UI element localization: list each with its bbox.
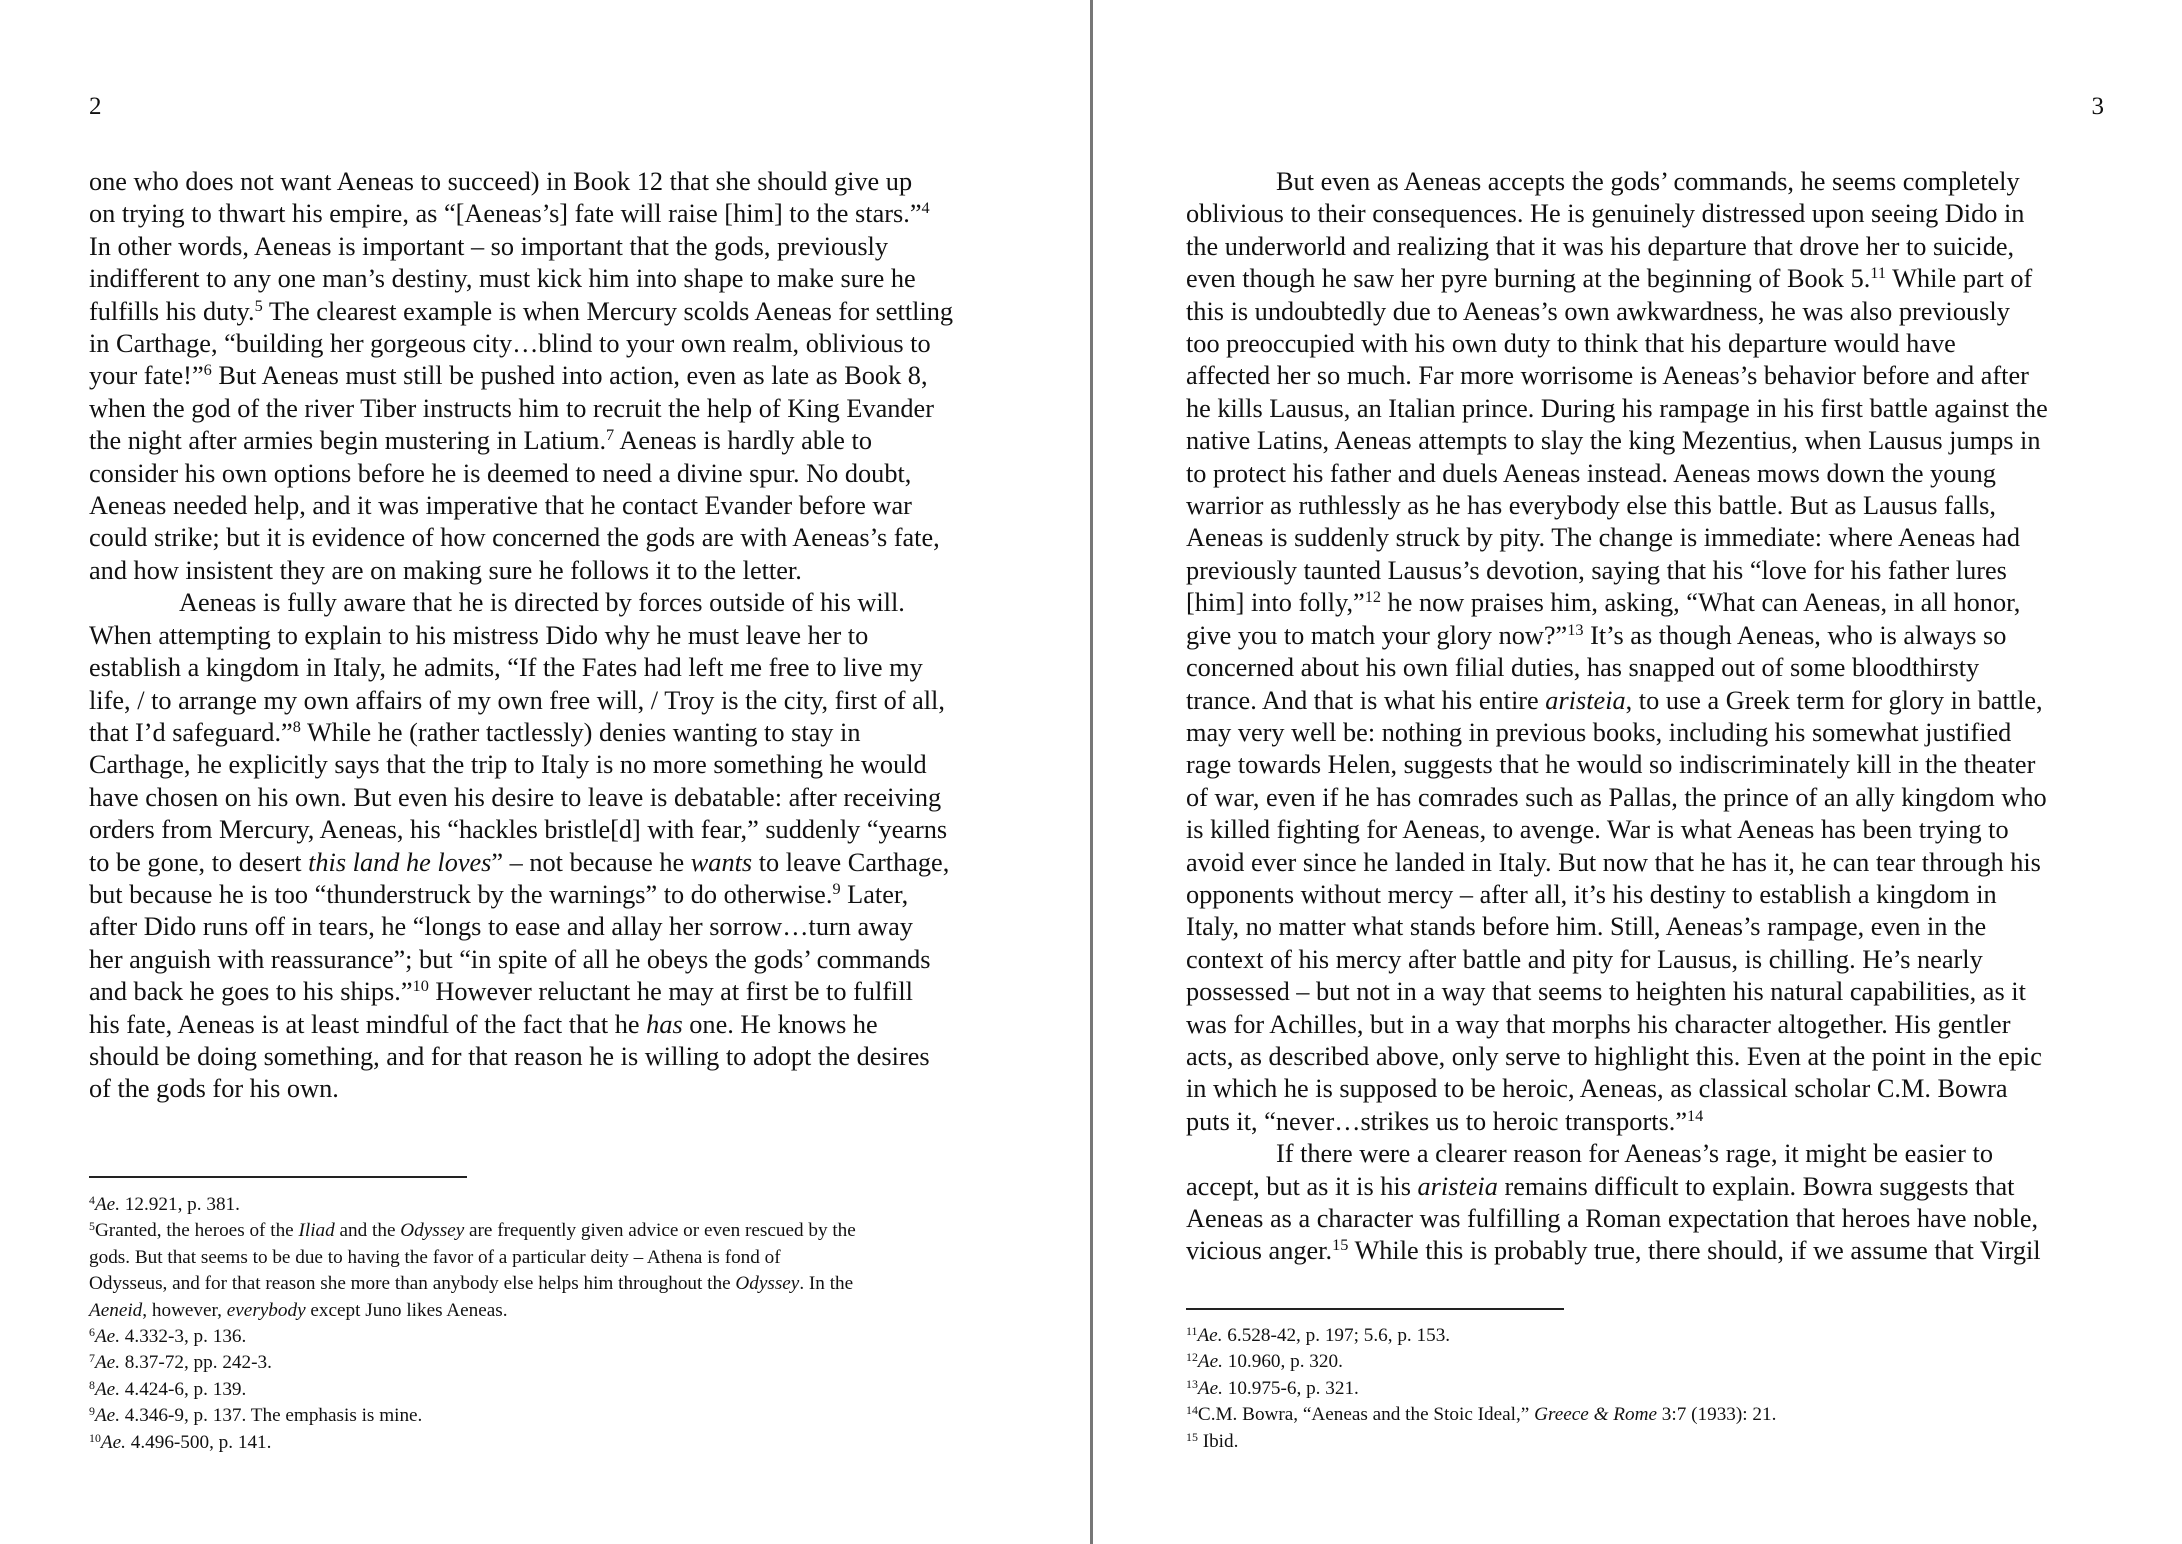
text-line (89, 425, 1007, 457)
text-line (89, 587, 1007, 619)
text-line (1186, 944, 2118, 976)
text-line (89, 231, 1007, 263)
text-line (89, 555, 1007, 587)
text-line (89, 1009, 1007, 1041)
text-run: , however, (142, 1299, 227, 1321)
footnote-reference: 13 (1567, 619, 1584, 639)
footnote-line (89, 1218, 1069, 1244)
footnote-reference: 5 (89, 1219, 95, 1234)
text-line (89, 393, 1007, 425)
italic-text: Ae. (1197, 1351, 1223, 1373)
text-run: Aeneas needed help, and it was imperative that he contact Evander before war (89, 491, 912, 521)
footnote-reference: 7 (606, 425, 615, 445)
text-run: is killed fighting for Aeneas, to avenge. War is what Aeneas has been trying to (1186, 815, 2009, 845)
text-run: Aeneas is suddenly struck by pity. The change is immediate: where Aeneas had (1186, 523, 2020, 553)
text-line (89, 717, 1007, 749)
page-number-right: 3 (2091, 93, 2104, 120)
text-run: even though he saw her pyre burning at the beginning of Book 5. (1186, 264, 1871, 294)
text-run: to be gone, to desert (89, 847, 309, 877)
text-run: native Latins, Aeneas attempts to slay the king Mezentius, when Lausus jumps in (1186, 426, 2041, 456)
text-run: 10.975-6, p. 321. (1222, 1377, 1359, 1399)
text-line (1186, 231, 2118, 263)
text-run: previously taunted Lausus’s devotion, saying that his “love for his father lures (1186, 555, 2007, 585)
text-run: 4.346-9, p. 137. The emphasis is mine. (120, 1405, 423, 1427)
footnote-reference: 9 (89, 1404, 95, 1419)
italic-text: Aeneid (89, 1299, 143, 1321)
text-line (89, 263, 1007, 295)
text-line (1186, 1009, 2118, 1041)
italic-text: Odyssey (735, 1273, 800, 1295)
text-run: acts, as described above, only serve to highlight this. Even at the point in the epic (1186, 1041, 2042, 1071)
text-run: While he (rather tactlessly) denies wanting to stay in (300, 717, 861, 747)
text-line (1186, 1171, 2118, 1203)
text-line (1186, 847, 2118, 879)
italic-text: Ae. (94, 1326, 120, 1348)
text-run: 3:7 (1933): 21. (1657, 1404, 1777, 1426)
text-run: accept, but as it is his (1186, 1171, 1418, 1201)
text-line (89, 944, 1007, 976)
text-run: C.M. Bowra, “Aeneas and the Stoic Ideal,” (1197, 1404, 1535, 1426)
text-run: except Juno likes Aeneas. (305, 1299, 508, 1321)
text-line (89, 847, 1007, 879)
text-run: possessed – but not in a way that seems to heighten his natural capabilities, as it (1186, 977, 2026, 1007)
text-line (1186, 360, 2118, 392)
text-run: in Carthage, “building her gorgeous city…blind to your own realm, oblivious to (89, 329, 931, 359)
footnotes-left (89, 1192, 1069, 1456)
text-run: of the gods for his own. (89, 1074, 339, 1104)
text-run: her anguish with reassurance”; but “in spite of all he obeys the gods’ commands (89, 944, 931, 974)
text-line (89, 879, 1007, 911)
text-run: Italy, no matter what stands before him. Still, Aeneas’s rampage, even in the (1186, 912, 1987, 942)
footnote-line (89, 1403, 1069, 1429)
text-run: , to use a Greek term for glory in battle, (1625, 685, 2043, 715)
text-run: Aeneas as a character was fulfilling a Roman expectation that heroes have noble, (1186, 1204, 2039, 1233)
text-run: gods. But that seems to be due to having the favor of a particular deity – Athena is fond of (89, 1246, 781, 1268)
text-run: However reluctant he may at first be to fulfill (428, 977, 913, 1007)
text-line (1186, 879, 2118, 911)
text-run: [him] into folly,” (1186, 588, 1365, 618)
footnotes-right (1186, 1323, 2146, 1455)
text-run: in which he is supposed to be heroic, Aeneas, as classical scholar C.M. Bowra (1186, 1074, 2008, 1104)
text-run: your fate!” (89, 361, 204, 391)
text-run: could strike; but it is evidence of how concerned the gods are with Aeneas’s fate, (89, 523, 940, 553)
footnote-line (1186, 1402, 2146, 1428)
text-run: Odysseus, and for that reason she more than anybody else helps him throughout the (89, 1273, 736, 1295)
text-run: Granted, the heroes of the (94, 1220, 299, 1242)
text-run: he now praises him, asking, “What can Aeneas, in all honor, (1380, 588, 2021, 618)
text-line (1186, 166, 2118, 198)
footnote-reference: 12 (1186, 1350, 1198, 1365)
text-line (1186, 458, 2118, 490)
text-run: and back he goes to his ships.” (89, 977, 413, 1007)
text-run: orders from Mercury, Aeneas, his “hackles bristle[d] with fear,” suddenly “yearns (89, 815, 948, 845)
text-line (1186, 198, 2118, 230)
text-line (1186, 976, 2118, 1008)
text-run: this is undoubtedly due to Aeneas’s own awkwardness, he was also previously (1186, 296, 2010, 326)
text-run: 4.332-3, p. 136. (120, 1326, 247, 1348)
italic-text: Ae. (94, 1405, 120, 1427)
text-run: give you to match your glory now?” (1186, 620, 1568, 650)
text-run: life, / to arrange my own affairs of my own free will, / Troy is the city, first of all, (89, 685, 945, 715)
text-run: that I’d safeguard.” (89, 717, 293, 747)
footnote-reference: 15 (1186, 1429, 1198, 1444)
text-line (1186, 652, 2118, 684)
text-run: but because he is too “thunderstruck by the warnings” to do otherwise. (89, 879, 833, 909)
italic-text: has (646, 1009, 683, 1039)
text-line (89, 652, 1007, 684)
italic-text: wants (690, 847, 753, 877)
text-run: vicious anger. (1186, 1236, 1333, 1266)
page-number-left: 2 (89, 93, 102, 120)
text-run: the night after armies begin mustering in Latium. (89, 426, 607, 456)
text-line (1186, 782, 2118, 814)
text-line (89, 296, 1007, 328)
text-run: Later, (840, 879, 909, 909)
text-line (1186, 490, 2118, 522)
footnote-reference: 6 (203, 360, 212, 380)
italic-text: aristeia (1545, 685, 1626, 715)
text-run: establish a kingdom in Italy, he admits, “If the Fates had left me free to live my (89, 653, 923, 683)
text-run: and how insistent they are on making sure he follows it to the letter. (89, 555, 802, 585)
text-run: too preoccupied with his own duty to think that his departure would have (1186, 329, 1956, 359)
text-line (1186, 814, 2118, 846)
text-run: one. He knows he (682, 1009, 878, 1039)
text-line (1186, 555, 2118, 587)
text-run: Aeneas is fully aware that he is directed by forces outside of his will. (179, 588, 905, 618)
text-run: consider his own options before he is deemed to need a divine spur. No doubt, (89, 458, 912, 488)
text-line (89, 620, 1007, 652)
footnote-line (1186, 1323, 2146, 1349)
footnote-reference: 8 (292, 716, 301, 736)
text-line (1186, 1235, 2118, 1267)
text-run: But Aeneas must still be pushed into action, even as late as Book 8, (211, 361, 928, 391)
footnote-reference: 13 (1186, 1376, 1198, 1391)
text-line (1186, 1138, 2118, 1170)
footnote-line (89, 1245, 1069, 1271)
footnote-line (89, 1192, 1069, 1218)
footnote-reference: 12 (1364, 587, 1381, 607)
italic-text: Ae. (94, 1352, 120, 1374)
text-run: ” – not because he (491, 847, 691, 877)
text-line (89, 911, 1007, 943)
italic-text: Odyssey (400, 1220, 465, 1242)
footnote-line (89, 1430, 1069, 1456)
text-run: Ibid. (1197, 1430, 1239, 1452)
text-run: fulfills his duty. (89, 296, 255, 326)
text-run: While part of (1886, 264, 2033, 294)
text-run: In other words, Aeneas is important – so important that the gods, previously (89, 231, 889, 261)
text-run: Carthage, he explicitly says that the trip to Italy is no more something he would (89, 750, 927, 780)
text-run: one who does not want Aeneas to succeed) in Book 12 that she should give up (89, 167, 913, 196)
italic-text: Greece & Rome (1534, 1404, 1657, 1426)
footnote-line (89, 1298, 1069, 1324)
text-run: was for Achilles, but in a way that morphs his character altogether. His gentler (1186, 1009, 2011, 1039)
text-line (1186, 263, 2118, 295)
text-line (89, 166, 1007, 198)
text-run: While this is probably true, there should, if we assume that Virgil (1348, 1236, 2041, 1266)
text-line (89, 685, 1007, 717)
footnote-reference: 4 (89, 1193, 95, 1208)
text-run: may very well be: nothing in previous books, including his somewhat justified (1186, 717, 2012, 747)
text-run: affected her so much. Far more worrisome is Aeneas’s behavior before and after (1186, 361, 2029, 391)
text-run: Aeneas is hardly able to (614, 426, 872, 456)
italic-text: Ae. (100, 1431, 126, 1453)
text-line (1186, 1041, 2118, 1073)
text-line (1186, 587, 2118, 619)
text-line (89, 1073, 1007, 1105)
text-run: rage towards Helen, suggests that he would so indiscriminately kill in the theater (1186, 750, 2036, 780)
text-run: to protect his father and duels Aeneas instead. Aeneas mows down the young (1186, 458, 1996, 488)
footnote-separator-right (1186, 1308, 1564, 1310)
text-line (89, 976, 1007, 1008)
text-run: 12.921, p. 381. (120, 1194, 240, 1215)
footnote-reference: 14 (1687, 1105, 1704, 1125)
text-run: and the (334, 1220, 401, 1242)
italic-text: this land he loves (308, 847, 492, 877)
footnote-reference: 6 (89, 1325, 95, 1340)
footnote-line (1186, 1376, 2146, 1402)
footnote-reference: 14 (1186, 1403, 1198, 1418)
footnote-line (1186, 1349, 2146, 1375)
italic-text: Ae. (1197, 1377, 1223, 1399)
text-line (1186, 393, 2118, 425)
text-line (1186, 296, 2118, 328)
text-line (1186, 1106, 2118, 1138)
text-line (89, 198, 1007, 230)
text-run: opponents without mercy – after all, it’s his destiny to establish a kingdom in (1186, 879, 1997, 909)
text-run: have chosen on his own. But even his desire to leave is debatable: after receiving (89, 782, 942, 812)
italic-text: Iliad (298, 1220, 335, 1242)
italic-text: Ae. (94, 1194, 120, 1215)
text-run: 4.496-500, p. 141. (125, 1431, 272, 1453)
text-run: he kills Lausus, an Italian prince. During his rampage in his first battle against the (1186, 393, 2048, 423)
text-run: puts it, “never…strikes us to heroic transports.” (1186, 1106, 1687, 1136)
text-run: oblivious to their consequences. He is genuinely distressed upon seeing Dido in (1186, 199, 2025, 229)
text-run: context of his mercy after battle and pity for Lausus, is chilling. He’s nearly (1186, 944, 1983, 974)
text-run: 8.37-72, pp. 242-3. (120, 1352, 272, 1374)
text-run: trance. And that is what his entire (1186, 685, 1546, 715)
footnote-reference: 9 (832, 878, 841, 898)
text-run: to leave Carthage, (752, 847, 950, 877)
left-page (0, 0, 1090, 1544)
text-run: When attempting to explain to his mistress Dido why he must leave her to (89, 620, 869, 650)
footnote-reference: 11 (1870, 263, 1886, 283)
text-run: The clearest example is when Mercury scolds Aeneas for settling (262, 296, 954, 326)
text-line (1186, 717, 2118, 749)
text-line (1186, 1203, 2118, 1235)
footnote-reference: 5 (254, 295, 263, 315)
text-line (89, 749, 1007, 781)
text-line (89, 490, 1007, 522)
text-run: when the god of the river Tiber instructs him to recruit the help of King Evander (89, 393, 934, 423)
page-divider (1090, 0, 1093, 1544)
text-run: on trying to thwart his empire, as “[Aeneas’s] fate will raise [him] to the stars.” (89, 199, 922, 229)
text-run: the underworld and realizing that it was his departure that drove her to suicide, (1186, 231, 2015, 261)
footnote-reference: 10 (89, 1430, 101, 1445)
text-line (1186, 749, 2118, 781)
footnote-reference: 11 (1186, 1324, 1198, 1339)
text-line (89, 360, 1007, 392)
text-line (89, 782, 1007, 814)
footnote-line (89, 1350, 1069, 1376)
text-run: concerned about his own filial duties, has snapped out of some bloodthirsty (1186, 653, 1980, 683)
text-run: should be doing something, and for that reason he is willing to adopt the desires (89, 1041, 930, 1071)
text-line (89, 814, 1007, 846)
footnote-reference: 10 (412, 976, 429, 996)
text-run: 4.424-6, p. 139. (120, 1378, 247, 1400)
text-run: . In the (799, 1273, 854, 1295)
text-line (89, 458, 1007, 490)
text-run: avoid ever since he landed in Italy. But now that he has it, he can tear through his (1186, 847, 2041, 877)
italic-text: Ae. (94, 1378, 120, 1400)
text-line (1186, 425, 2118, 457)
text-run: But even as Aeneas accepts the gods’ commands, he seems completely (1276, 167, 2020, 196)
text-run: indifferent to any one man’s destiny, must kick him into shape to make sure he (89, 264, 916, 294)
text-line (89, 328, 1007, 360)
text-line (1186, 685, 2118, 717)
text-run: are frequently given advice or even rescued by the (464, 1220, 856, 1242)
text-run: his fate, Aeneas is at least mindful of the fact that he (89, 1009, 647, 1039)
text-run: of war, even if he has comrades such as Pallas, the prince of an ally kingdom who (1186, 782, 2047, 812)
footnote-reference: 7 (89, 1351, 95, 1366)
text-line (89, 522, 1007, 554)
text-line (1186, 1073, 2118, 1105)
text-line (1186, 911, 2118, 943)
italic-text: everybody (226, 1299, 306, 1321)
text-line (1186, 620, 2118, 652)
text-run: 10.960, p. 320. (1222, 1351, 1343, 1373)
footnote-line (89, 1324, 1069, 1350)
footnote-line (1186, 1429, 2146, 1455)
body-text-right (1186, 166, 2118, 1268)
text-run: It’s as though Aeneas, who is always so (1583, 620, 2007, 650)
italic-text: Ae. (1197, 1325, 1223, 1346)
footnote-reference: 4 (921, 198, 930, 218)
text-run: warrior as ruthlessly as he has everybody else this battle. But as Lausus falls, (1186, 491, 1996, 521)
footnote-line (89, 1377, 1069, 1403)
text-run: If there were a clearer reason for Aeneas’s rage, it might be easier to (1276, 1139, 1993, 1169)
footnote-reference: 8 (89, 1377, 95, 1392)
italic-text: aristeia (1417, 1171, 1498, 1201)
text-run: 6.528-42, p. 197; 5.6, p. 153. (1222, 1325, 1451, 1346)
text-run: after Dido runs off in tears, he “longs to ease and allay her sorrow…turn away (89, 912, 913, 942)
footnote-reference: 15 (1332, 1235, 1349, 1255)
text-line (1186, 522, 2118, 554)
body-text-left (89, 166, 1007, 1106)
text-line (89, 1041, 1007, 1073)
right-page (1096, 0, 2182, 1544)
footnote-line (89, 1271, 1069, 1297)
text-line (1186, 328, 2118, 360)
footnote-separator-left (89, 1176, 467, 1178)
text-run: remains difficult to explain. Bowra suggests that (1497, 1171, 2015, 1201)
